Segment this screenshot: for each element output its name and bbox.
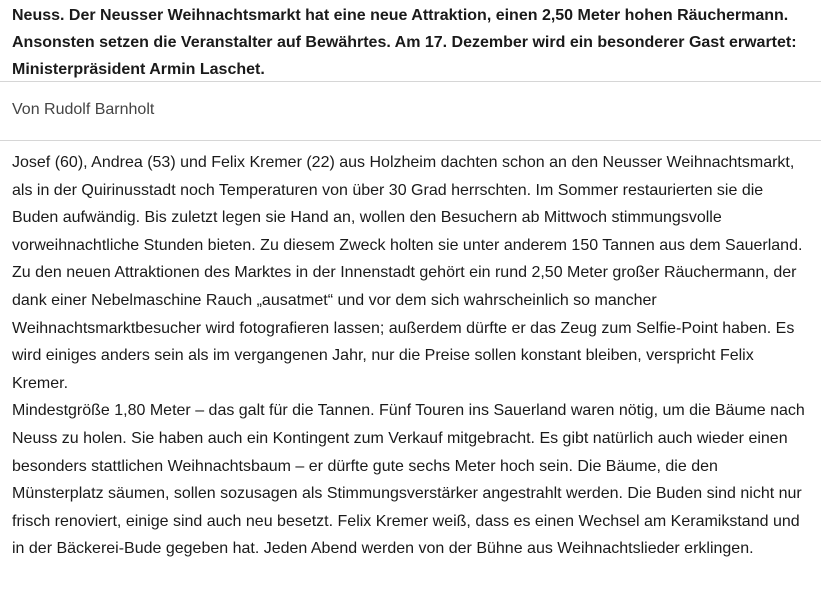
divider [0,81,821,82]
divider [0,140,821,141]
article-paragraph: Josef (60), Andrea (53) und Felix Kremer (22) aus Holzheim dachten schon an den Neusser Weihnachtsmarkt, als in der Quirinusstadt noch Temperaturen von über 30 Grad herrschten. Im Sommer restaurierten sie die Buden aufwändig. Bis zuletzt legen sie Hand an, wollen den Besuchern ab Mittwoch stimmungsvolle vorweihnachtliche Stunden bieten. Zu diesem Zweck holten sie unter anderem 150 Tannen aus dem Sauerland. Zu den neuen Attraktionen des Marktes in der Innenstadt gehört ein rund 2,50 Meter großer Räuchermann, der dank einer Nebelmaschine Rauch „ausatmet“ und vor dem sich wahrscheinlich so mancher Weihnachtsmarktbesucher wird fotografieren lassen; außerdem dürfte er das Zeug zum Selfie-Point haben. Es wird einiges anders sein als im vergangenen Jahr, nur die Preise sollen konstant bleiben, verspricht Felix Kremer. [12,154,803,392]
article-byline: Von Rudolf Barnholt [12,101,155,118]
article-paragraph: Mindestgröße 1,80 Meter – das galt für die Tannen. Fünf Touren ins Sauerland waren nötig, um die Bäume nach Neuss zu holen. Sie haben auch ein Kontingent zum Verkauf mitgebracht. Es gibt natürlich auch wieder einen besonders stattlichen Weihnachtsbaum – er dürfte gute sechs Meter hoch sein. Die Bäume, die den Münsterplatz säumen, sollen sozusagen als Stimmungsverstärker angestrahlt werden. Die Buden sind nicht nur frisch renoviert, einige sind auch neu besetzt. Felix Kremer weiß, dass es einen Wechsel am Keramikstand und in der Bäckerei-Bude gegeben hat. Jeden Abend werden von der Bühne aus Weihnachtslieder erklingen. [12,402,805,558]
article-lead: Neuss. Der Neusser Weihnachtsmarkt hat eine neue Attraktion, einen 2,50 Meter hohen Räuchermann. Ansonsten setzen die Veranstalter auf Bewährtes. Am 17. Dezember wird ein besonderer Gast erwartet: Ministerpräsident Armin Laschet. [12,7,797,78]
article-body [12,149,812,563]
